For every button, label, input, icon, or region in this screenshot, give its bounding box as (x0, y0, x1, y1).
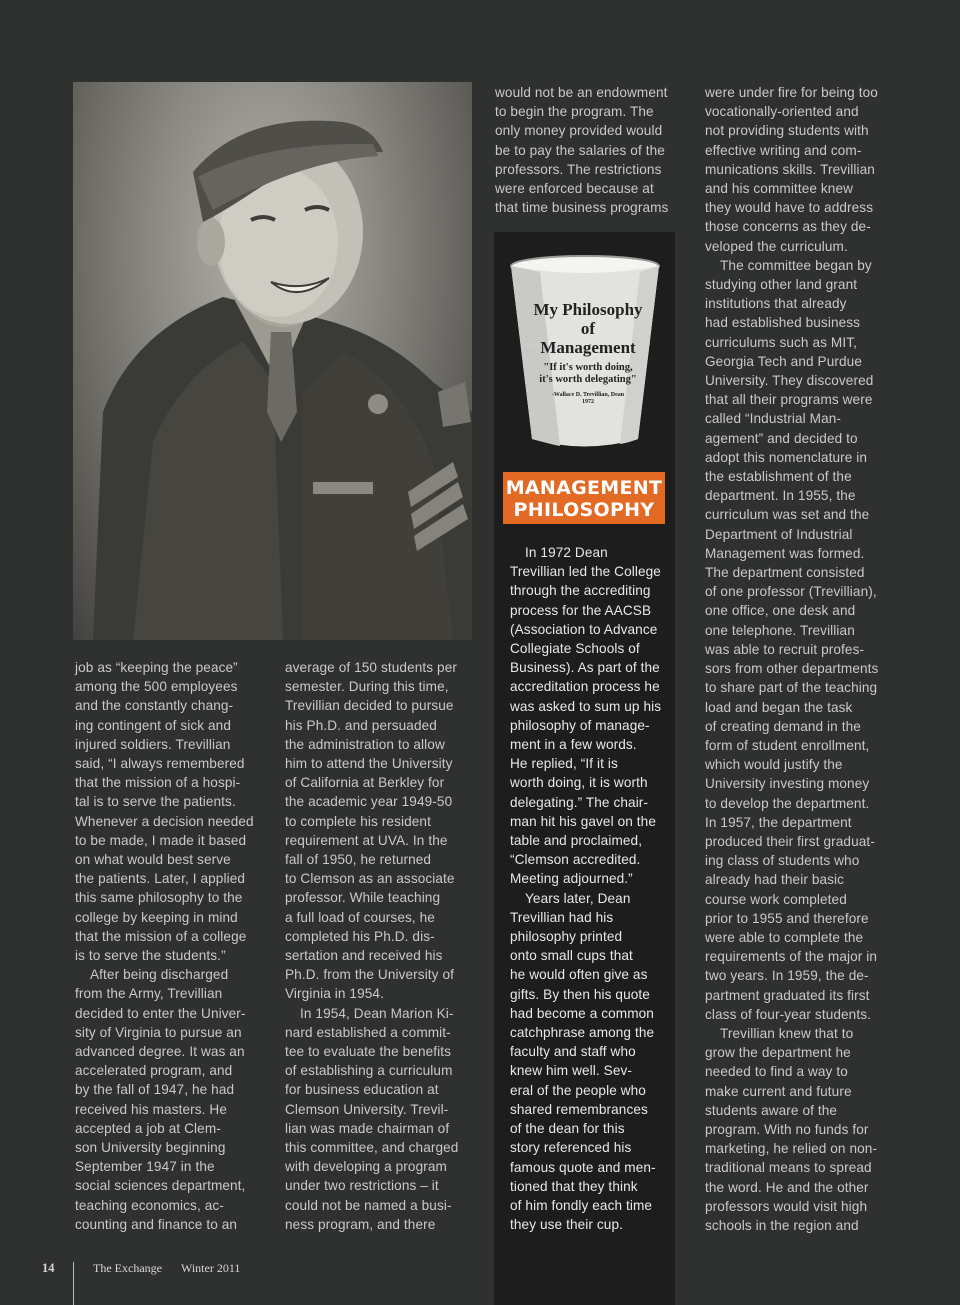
text-line: (Association to Advance (510, 621, 658, 637)
text-line: received his masters. He (75, 1101, 227, 1117)
text-line: Whenever a decision needed (75, 813, 254, 829)
text-line: could not be named a busi- (285, 1197, 452, 1213)
text-line: onto small cups that (510, 948, 633, 964)
cup-label (526, 300, 650, 406)
text-line: The committee began by (720, 257, 872, 273)
text-line: Collegiate Schools of (510, 641, 640, 657)
text-line: delegating.” The chair- (510, 794, 649, 810)
text-line: process for the AACSB (510, 602, 652, 618)
text-line: the administration to allow (285, 736, 445, 752)
text-line: and the constantly chang- (75, 698, 234, 714)
text-line: had established business (705, 315, 861, 331)
text-line: In 1972 Dean (525, 545, 608, 560)
text-line: make current and future (705, 1083, 852, 1099)
text-line: faculty and staff who (510, 1044, 636, 1060)
cup-title-line: My Philosophy (533, 300, 643, 319)
text-line: which would justify the (705, 757, 843, 773)
text-line: catchphrase among the (510, 1025, 655, 1041)
text-line: the academic year 1949-50 (285, 794, 453, 810)
text-line: completed his Ph.D. dis- (285, 928, 435, 944)
text-line: requirement at UVA. In the (285, 832, 448, 848)
text-line: Meeting adjourned.” (510, 871, 633, 887)
text-line: by the fall of 1947, he had (75, 1082, 235, 1098)
cup-quote-line: it's worth delegating" (539, 374, 637, 385)
text-line: accreditation process he (510, 679, 660, 695)
text-line: Management was formed. (705, 545, 865, 561)
text-line: the patients. Later, I applied (75, 871, 246, 887)
text-line: worth doing, it is worth (510, 775, 648, 791)
text-line: for business education at (285, 1082, 439, 1098)
text-line: this committee, and charged (285, 1140, 459, 1156)
text-line: produced their first graduat- (705, 833, 875, 849)
text-line: one telephone. Trevillian (705, 622, 855, 638)
text-line: eral of the people who (510, 1082, 646, 1098)
text-line: nard established a commit- (285, 1024, 451, 1040)
text-line: Department of Industrial (705, 526, 853, 542)
text-line: professor. While teaching (285, 890, 441, 906)
text-line: under two restrictions – it (285, 1178, 439, 1194)
magazine-name: The Exchange (93, 1261, 162, 1275)
text-line: class of four-year students. (705, 1006, 871, 1022)
text-line: Trevillian had his (510, 909, 614, 925)
text-line: that the mission of a hospi- (75, 775, 241, 791)
text-line: among the 500 employees (75, 679, 238, 695)
text-line: Trevillian decided to pursue (285, 698, 454, 714)
text-line: a full load of courses, he (285, 909, 435, 925)
text-line: requirements of the major in (705, 949, 878, 965)
text-line: with developing a program (285, 1159, 447, 1175)
text-line: to develop the department. (705, 795, 870, 811)
text-line: needed to find a way to (705, 1064, 848, 1080)
text-line: agement” and decided to (705, 430, 858, 446)
text-line: curriculum was set and the (705, 507, 870, 523)
text-line: social sciences department, (75, 1178, 246, 1194)
text-line: average of 150 students per (285, 660, 457, 675)
text-line: those concerns as they de- (705, 219, 871, 235)
page-number: 14 (42, 1261, 55, 1275)
text-line: ness program, and there (285, 1216, 436, 1232)
text-line: semester. During this time, (285, 679, 449, 695)
text-line: of him fondly each time (510, 1197, 653, 1213)
text-line: philosophy printed (510, 929, 623, 945)
text-line: professors would visit high (705, 1198, 868, 1214)
text-line: would not be an endowment (495, 85, 668, 100)
text-line: and his committee knew (705, 181, 854, 197)
text-line: philosophy of manage- (510, 717, 650, 733)
text-line: to be made, I made it based (75, 832, 247, 848)
text-line: students aware of the (705, 1102, 838, 1118)
text-line: man hit his gavel on the (510, 813, 656, 829)
text-line: ment in a few words. (510, 737, 637, 753)
text-line: college by keeping in mind (75, 909, 238, 925)
text-line: Years later, Dean (525, 890, 631, 906)
text-line: tee to evaluate the benefits (285, 1044, 452, 1060)
text-line: were enforced because at (495, 181, 654, 197)
text-line: job as “keeping the peace” (75, 660, 238, 675)
portrait-photo-icon (73, 82, 472, 640)
text-line: sity of Virginia to pursue an (75, 1024, 242, 1040)
text-line: that all their programs were (705, 392, 873, 408)
text-line: The department consisted (705, 565, 865, 581)
text-line: traditional means to spread (705, 1160, 872, 1176)
text-line: he would often give as (510, 967, 648, 983)
portrait-photo (73, 82, 472, 640)
text-line: institutions that already (705, 296, 847, 312)
text-line: injured soldiers. Trevillian (75, 736, 231, 752)
text-line: “Clemson accredited. (510, 852, 641, 868)
text-line: form of student enrollment, (705, 737, 870, 753)
text-line: department. In 1955, the (705, 488, 856, 504)
text-line: of one professor (Trevillian), (705, 584, 877, 600)
text-line: to complete his resident (285, 813, 431, 829)
text-line: called “Industrial Man- (705, 411, 842, 427)
text-line: University. They discovered (705, 373, 874, 389)
text-line: professors. The restrictions (495, 161, 662, 177)
text-line: partment graduated its first (705, 987, 870, 1003)
cup-signature-line: -Wallace D. Trevillian, Dean (551, 392, 625, 398)
article-column-2 (285, 658, 475, 1234)
text-line: knew him well. Sev- (510, 1063, 633, 1079)
text-line: son University beginning (75, 1140, 226, 1156)
cup-title-line: of (580, 319, 596, 338)
text-line: him to attend the University (285, 756, 453, 772)
text-line: advanced degree. It was an (75, 1044, 245, 1060)
text-line: sertation and received his (285, 948, 443, 964)
text-line: Ph.D. from the University of (285, 967, 454, 983)
text-line: In 1957, the department (705, 814, 852, 830)
text-line: decided to enter the Univer- (75, 1005, 246, 1021)
text-line: prior to 1955 and therefore (705, 910, 869, 926)
article-column-4 (705, 83, 890, 1235)
text-line: was able to recruit profes- (705, 641, 865, 657)
text-line: He replied, “If it is (510, 756, 618, 772)
text-line: was asked to sum up his (510, 698, 662, 714)
text-line: that the mission of a college (75, 928, 247, 944)
text-line: sors from other departments (705, 661, 879, 677)
text-line: the word. He and the other (705, 1179, 869, 1195)
text-line: accepted a job at Clem- (75, 1120, 221, 1136)
text-line: not providing students with (705, 123, 869, 139)
text-line: famous quote and men- (510, 1159, 656, 1175)
article-column-3 (495, 83, 680, 217)
text-line: to Clemson as an associate (285, 871, 455, 887)
text-line: Georgia Tech and Purdue (705, 353, 862, 369)
sidebar-heading-line: MANAGEMENT (505, 477, 663, 499)
text-line: of the dean for this (510, 1121, 625, 1137)
text-line: through the accrediting (510, 583, 651, 599)
text-line: this same philosophy to the (75, 890, 243, 906)
text-line: is to serve the students.” (75, 948, 226, 964)
text-line: Trevillian knew that to (720, 1025, 854, 1041)
text-line: ing class of students who (705, 853, 860, 869)
cup-title-line: Management (540, 338, 636, 357)
text-line: tal is to serve the patients. (75, 794, 236, 810)
text-line: ing contingent of sick and (75, 717, 232, 733)
text-line: of establishing a curriculum (285, 1063, 453, 1079)
text-line: adopt this nomenclature in (705, 449, 868, 465)
text-line: to begin the program. The (495, 104, 654, 120)
text-line: his Ph.D. and persuaded (285, 717, 437, 733)
text-line: fall of 1950, he returned (285, 852, 432, 868)
text-line: load and began the task (705, 699, 853, 715)
text-line: to share part of the teaching (705, 680, 878, 696)
text-line: be to pay the salaries of the (495, 142, 665, 158)
cup-signature-line: 1972 (582, 399, 594, 405)
text-line: lian was made chairman of (285, 1120, 450, 1136)
text-line: table and proclaimed, (510, 833, 643, 849)
text-line: After being discharged (90, 967, 229, 983)
text-line: the establishment of the (705, 469, 852, 485)
sidebar-text (510, 543, 672, 1234)
text-line: two years. In 1959, the de- (705, 968, 869, 984)
text-line: veloped the curriculum. (705, 238, 848, 254)
text-line: had become a common (510, 1005, 654, 1021)
text-line: of creating demand in the (705, 718, 861, 734)
text-line: tioned that they think (510, 1178, 638, 1194)
text-line: were under fire for being too (705, 85, 878, 100)
text-line: In 1954, Dean Marion Ki- (300, 1005, 454, 1021)
text-line: only money provided would (495, 123, 663, 139)
text-line: munications skills. Trevillian (705, 161, 875, 177)
footer-divider (73, 1262, 74, 1305)
text-line: studying other land grant (705, 277, 858, 293)
text-line: gifts. By then his quote (510, 986, 650, 1002)
text-line: of California at Berkley for (285, 775, 445, 791)
sidebar-heading-line: PHILOSOPHY (513, 499, 655, 521)
text-line: one office, one desk and (705, 603, 856, 619)
text-line: were able to complete the (705, 929, 864, 945)
text-line: they would have to address (705, 200, 874, 216)
text-line: accelerated program, and (75, 1063, 233, 1079)
text-line: shared remembrances (510, 1101, 648, 1117)
text-line: from the Army, Trevillian (75, 986, 223, 1002)
text-line: on what would best serve (75, 852, 231, 868)
text-line: schools in the region and (705, 1217, 859, 1233)
text-line: Business). As part of the (510, 660, 660, 676)
text-line: program. With no funds for (705, 1121, 869, 1137)
text-line: course work completed (705, 891, 847, 907)
article-column-1 (75, 658, 265, 1234)
text-line: University investing money (705, 776, 870, 792)
text-line: counting and finance to an (75, 1216, 238, 1232)
text-line: marketing, he relied on non- (705, 1141, 878, 1157)
text-line: teaching economics, ac- (75, 1197, 224, 1213)
text-line: September 1947 in the (75, 1159, 215, 1175)
text-line: grow the department he (705, 1045, 851, 1061)
text-line: already had their basic (705, 872, 845, 888)
text-line: Trevillian led the College (510, 564, 661, 580)
text-line: effective writing and com- (705, 142, 862, 158)
text-line: story referenced his (510, 1140, 632, 1156)
text-line: curriculums such as MIT, (705, 334, 857, 350)
text-line: vocationally-oriented and (705, 104, 859, 120)
text-line: that time business programs (495, 200, 669, 216)
text-line: Virginia in 1954. (285, 986, 384, 1002)
sidebar-heading (503, 472, 665, 524)
text-line: they use their cup. (510, 1217, 623, 1233)
issue-date: Winter 2011 (181, 1261, 241, 1275)
cup-quote-line: "If it's worth doing, (543, 362, 633, 373)
text-line: Clemson University. Trevil- (285, 1101, 449, 1117)
text-line: said, “I always remembered (75, 756, 245, 772)
